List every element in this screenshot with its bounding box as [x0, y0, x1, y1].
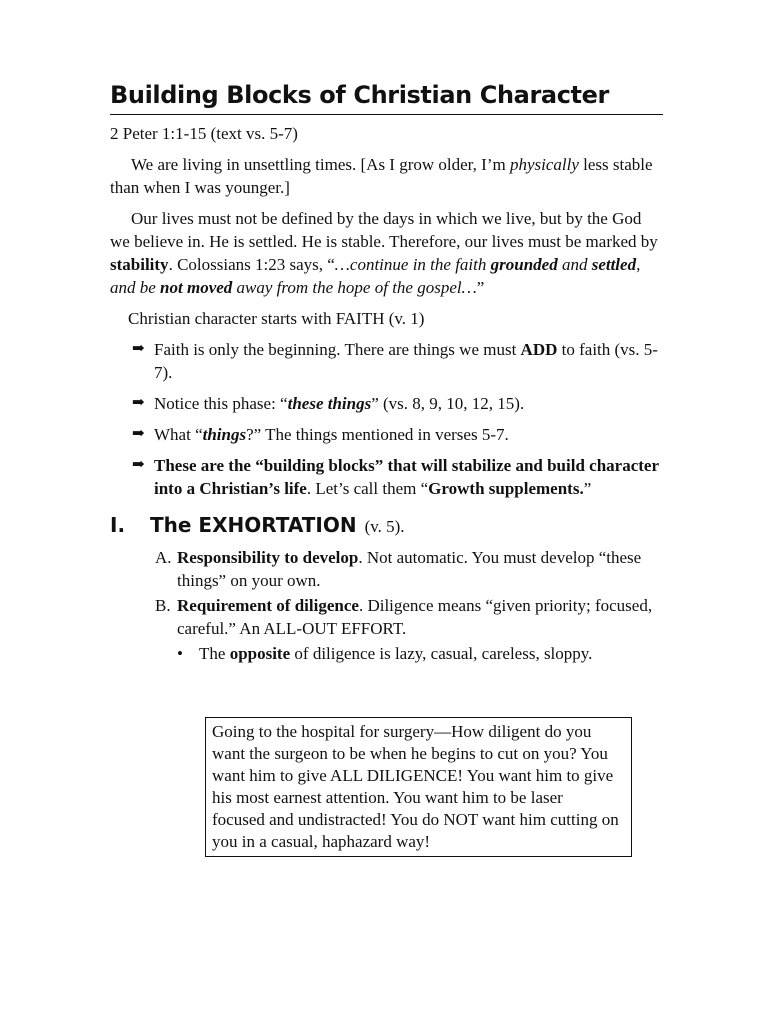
arrow-item-add [132, 338, 663, 384]
faith-intro: Christian character starts with FAITH (v. 1) [128, 309, 425, 328]
quote-bold-settled: settled [591, 255, 637, 274]
paragraph-1 [110, 153, 663, 199]
item-text: Notice this phase: “ [154, 394, 288, 413]
section-heading [110, 514, 663, 538]
illustration-box: Going to the hospital for surgery—How diligent do you want the surgeon to be when he begins to cut on you? You want him to give ALL DILIGENCE! You want him to give his most earnest attention. You want him to be laser focused and undistracted! You do NOT want him cutting on you in a casual, haphazard way! [205, 717, 632, 857]
quote-part: …continue in the faith [334, 255, 491, 274]
sub-bullet-text: The [199, 644, 230, 663]
para2-close-quote: ” [476, 278, 485, 297]
arrow-item-what-things [132, 423, 663, 446]
item-text: ” [583, 479, 592, 498]
quote-part: away from the hope of the gospel… [232, 278, 477, 297]
sub-bullet-body [199, 642, 592, 665]
quote-bold-not-moved: not moved [160, 278, 233, 297]
arrow-item-building-blocks [132, 454, 663, 500]
item-bold: These are the “building blocks” that will stabilize and build character into a Christian’s life [154, 456, 659, 498]
section-number: I. [110, 513, 126, 537]
point-b [155, 594, 663, 640]
point-label: B. [155, 596, 171, 615]
quote-bold-grounded: grounded [490, 255, 558, 274]
sub-bullet [177, 642, 663, 665]
scripture-reference: 2 Peter 1:1-15 (text vs. 5-7) [110, 124, 298, 143]
item-text: to faith (vs. 5-7). [154, 340, 658, 382]
item-bold-italic: things [202, 425, 247, 444]
item-text: ?” The things mentioned in verses 5-7. [246, 425, 509, 444]
bullet-dot-icon: • [177, 644, 183, 663]
item-bold-italic: these things [287, 394, 372, 413]
arrow-item-these-things [132, 392, 663, 415]
item-text: What “ [154, 425, 203, 444]
para1-emphasis: physically [509, 155, 579, 174]
item-text: . Let’s call them “ [306, 479, 429, 498]
para2-text-colossians: . Colossians 1:23 says, “ [168, 255, 335, 274]
page-title: Building Blocks of Christian Character [110, 78, 663, 115]
para1-text: We are living in unsettling times. [As I grow older, I’m [131, 155, 510, 174]
paragraph-2 [110, 207, 663, 299]
arrow-right-icon: ➡ [132, 457, 145, 473]
arrow-list [110, 338, 663, 500]
point-bold: Responsibility to develop [177, 548, 359, 567]
document-page [110, 78, 663, 665]
arrow-right-icon: ➡ [132, 426, 145, 442]
quote-part: and [557, 255, 592, 274]
arrow-right-icon: ➡ [132, 395, 145, 411]
para2-text: Our lives must not be defined by the days in which we live, but by the God we believe in. He is settled. He is stable. Therefore, our lives must be marked by [110, 209, 658, 251]
sub-bullet-bold: opposite [229, 644, 291, 663]
sub-bullet-text: of diligence is lazy, casual, careless, sloppy. [290, 644, 593, 663]
section-reference: (v. 5). [364, 517, 405, 536]
item-text: ” (vs. 8, 9, 10, 12, 15). [371, 394, 525, 413]
quote-part: , and be [110, 255, 641, 297]
item-text: Faith is only the beginning. There are things we must [154, 340, 521, 359]
point-body [177, 594, 663, 640]
para1-text-end: less stable than when I was younger.] [110, 155, 653, 197]
para2-bold-stability: stability [110, 255, 169, 274]
point-text: . Not automatic. You must develop “these things” on your own. [177, 548, 642, 590]
point-text: . Diligence means “given priority; focused, careful.” An ALL-OUT EFFORT. [177, 596, 653, 638]
point-body [177, 546, 663, 592]
point-list [155, 546, 663, 640]
arrow-right-icon: ➡ [132, 341, 145, 357]
point-bold: Requirement of diligence [177, 596, 359, 615]
point-a [155, 546, 663, 592]
item-bold: ADD [520, 340, 558, 359]
section-title: The EXHORTATION [150, 513, 357, 537]
point-label: A. [155, 548, 172, 567]
item-bold-growth: Growth supplements. [428, 479, 584, 498]
